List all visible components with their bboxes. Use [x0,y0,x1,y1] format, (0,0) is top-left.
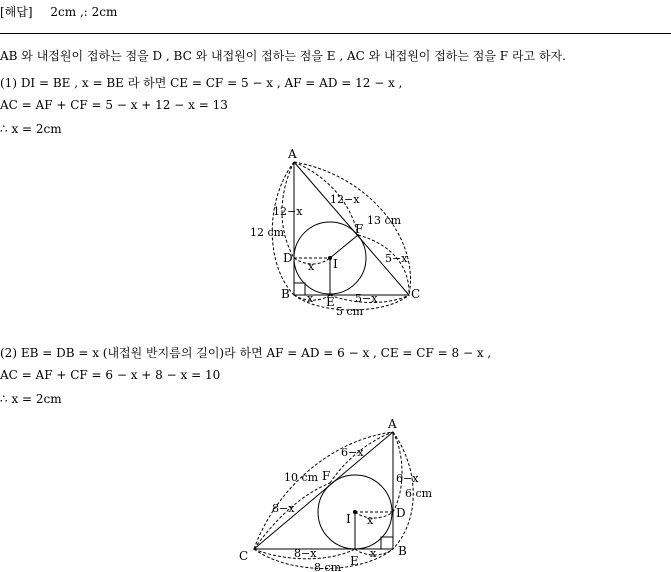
label-ab-2: 6 cm [405,487,433,500]
p1-line2: (1) DI = BE , x = BE 라 하면 CE = CF = 5 − x , AF = AD = 12 − x , [0,76,403,90]
p1-line3: AC = AF + CF = 5 − x + 12 − x = 13 [0,98,228,112]
label-a-2: A [388,417,397,431]
label-d-1: D [283,251,293,265]
label-ac-1: 13 cm [367,214,402,227]
label-f-1: F [355,222,364,236]
p1-line4: ∴ x = 2cm [0,122,62,136]
label-f-2: F [322,469,331,483]
label-bc-1: 5 cm [336,305,364,318]
label-e-2: E [350,554,359,568]
label-ad-2: 6−x [396,472,419,485]
label-b-1: B [281,287,290,301]
right-angle-mark-2 [381,537,393,549]
label-ad-1: 12−x [273,205,303,218]
label-i-2: I [346,512,351,526]
label-d-2: D [396,506,406,520]
label-ce-2: 8−x [294,547,317,560]
label-cf-2: 8−x [272,502,295,515]
label-cf-1: 5−x [385,252,408,265]
label-ec-1: 5−x [355,292,378,305]
label-af-1: 12−x [330,193,360,206]
label-bc-2: 8 cm [314,561,342,572]
p2-line3: ∴ x = 2cm [0,392,62,406]
label-e-1: E [326,295,335,309]
p1-line1: AB 와 내접원이 접하는 점을 D , BC 와 내접원이 접하는 점을 E , AC 와 내접원이 접하는 점을 F 라고 하자. [0,49,566,63]
label-a-1: A [288,147,297,161]
label-eb-2: x [370,547,377,560]
p2-line2: AC = AF + CF = 6 − x + 8 − x = 10 [0,368,221,382]
arc-ix-2 [355,512,393,518]
label-di-1: x [308,260,315,273]
label-c-1: C [411,287,421,301]
incenter-dot-2 [353,510,357,514]
label-b-2: B [398,544,407,558]
label-ix-2: x [367,514,374,527]
answer-value: 2cm ,: 2cm [50,5,118,19]
label-c-2: C [239,549,249,563]
label-ab-1: 12 cm [250,226,285,239]
label-af-2: 6−x [341,446,364,459]
answer-tag: [해답] [0,5,33,19]
label-i-1: I [333,257,338,271]
label-be-1: x [307,292,314,305]
p2-line1: (2) EB = DB = x (내접원 반지름의 길이)라 하면 AF = AD = 6 − x , CE = CF = 8 − x , [0,346,492,360]
label-ac-2: 10 cm [284,471,319,484]
